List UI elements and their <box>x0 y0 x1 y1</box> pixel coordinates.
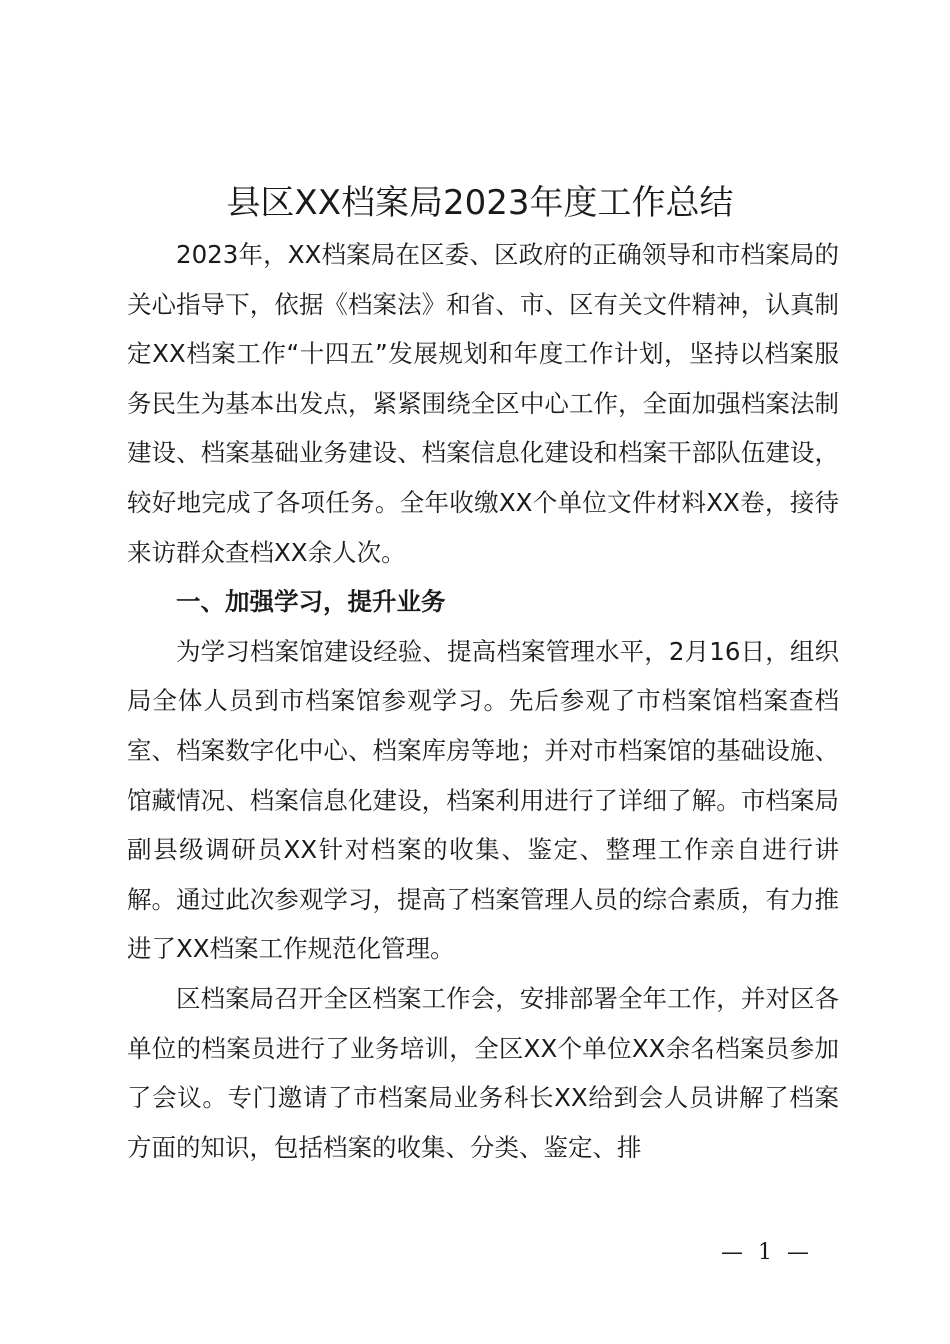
intro-paragraph: 2023年，XX档案局在区委、区政府的正确领导和市档案局的关心指导下，依据《档案法》和省、市、区有关文件精神，认真制定XX档案工作“十四五”发展规划和年度工作计划，坚持以档案服务民生为基本出发点，紧紧围绕全区中心工作，全面加强档案法制建设、档案基础业务建设、档案信息化建设和档案干部队伍建设，较好地完成了各项任务。全年收缴XX个单位文件材料XX卷，接待来访群众查档XX余人次。 <box>127 240 839 567</box>
section-heading-1: 一、加强学习，提升业务 <box>176 587 446 617</box>
section-1-paragraph-2: 区档案局召开全区档案工作会，安排部署全年工作，并对区各单位的档案员进行了业务培训，全区XX个单位XX余名档案员参加了会议。专门邀请了市档案局业务科长XX给到会人员讲解了档案方面的知识，包括档案的收集、分类、鉴定、排 <box>127 983 839 1162</box>
section-1-paragraph-1: 为学习档案馆建设经验、提高档案管理水平，2月16日，组织局全体人员到市档案馆参观学习。先后参观了市档案馆档案查档室、档案数字化中心、档案库房等地；并对市档案馆的基础设施、馆藏情况、档案信息化建设，档案利用进行了详细了解。市档案局副县级调研员XX针对档案的收集、鉴定、整理工作亲自进行讲解。通过此次参观学习，提高了档案管理人员的综合素质，有力推进了XX档案工作规范化管理。 <box>127 636 839 964</box>
page-footer <box>0 1238 950 1268</box>
document-title: 县区XX档案局2023年度工作总结 <box>226 183 734 223</box>
document-body <box>127 230 839 1172</box>
page-number: — 1 — <box>721 1240 813 1265</box>
